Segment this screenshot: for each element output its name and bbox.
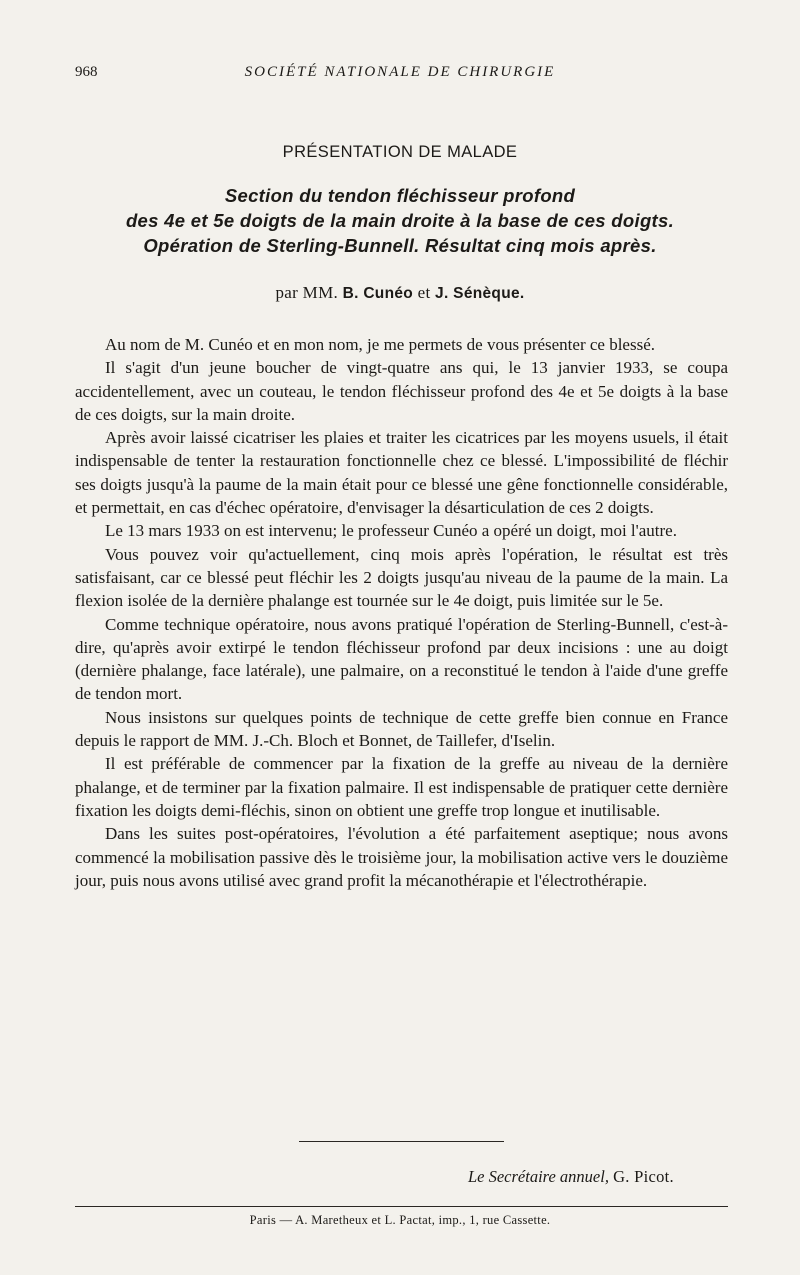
- paragraph: Comme technique opératoire, nous avons pratiqué l'opération de Sterling-Bunnell, c'est-à-dire, qu'après avoir extirpé le tendon fléchisseur profond par deux incisions : une au doigt (dernière phalange, face latérale), une palmaire, on a reconstitué le tendon à l'aide d'une greffe de tendon mort.: [75, 614, 728, 704]
- signature-name: G. Picot.: [613, 1167, 674, 1186]
- article-title-line-1: Section du tendon fléchisseur profond: [224, 185, 576, 206]
- signature-role: Le Secrétaire annuel,: [467, 1167, 609, 1186]
- article-body: [75, 333, 728, 892]
- paragraph: Nous insistons sur quelques points de technique de cette greffe bien connue en France depuis le rapport de MM. J.-Ch. Bloch et Bonnet, de Taillefer, d'Iselin.: [75, 707, 728, 751]
- paragraph: Après avoir laissé cicatriser les plaies et traiter les cicatrices par les moyens usuels, il était indispensable de tenter la restauration fonctionnelle chez ce blessé. L'impossibilité de fléchir ses doigts jusqu'à la paume de la main était pour ce blessé une gêne fonctionnelle considérable, et permettait, en cas d'échec opératoire, d'envisager la désarticulation de ces 2 doigts.: [75, 428, 728, 518]
- author-line: [0, 283, 800, 303]
- journal-title: SOCIÉTÉ NATIONALE DE CHIRURGIE: [244, 64, 556, 80]
- article-title-line-2: des 4e et 5e doigts de la main droite à la base de ces doigts.: [125, 210, 675, 231]
- paragraph: Au nom de M. Cunéo et en mon nom, je me permets de vous présenter ce blessé.: [105, 335, 656, 354]
- article-title-line-3: Opération de Sterling-Bunnell. Résultat cinq mois après.: [143, 235, 657, 256]
- author-2: J. Sénèque.: [435, 285, 525, 302]
- article-title: [60, 183, 740, 258]
- author-conjunction: et: [417, 283, 431, 302]
- page-number: 968: [75, 64, 98, 80]
- printer-imprint: Paris — A. Maretheux et L. Pactat, imp., 1, rue Cassette.: [249, 1213, 551, 1227]
- paragraph: Il est préférable de commencer par la fixation de la greffe au niveau de la dernière phalange, et de terminer par la fixation palmaire. Il est indispensable de pratiquer cette dernière fixation les doigts demi-fléchis, sinon on obtient une greffe trop longue et inutilisable.: [75, 754, 728, 820]
- author-prefix: par MM.: [275, 283, 339, 302]
- signature: [468, 1167, 674, 1187]
- paragraph: Il s'agit d'un jeune boucher de vingt-quatre ans qui, le 13 janvier 1933, se coupa accidentellement, avec un couteau, le tendon fléchisseur profond des 4e et 5e doigts à la base de ces doigts, sur la main droite.: [75, 358, 728, 424]
- section-title: PRÉSENTATION DE MALADE: [282, 143, 518, 161]
- end-divider: [299, 1141, 504, 1142]
- paragraph: Vous pouvez voir qu'actuellement, cinq mois après l'opération, le résultat est très satisfaisant, car ce blessé peut fléchir les 2 doigts jusqu'au niveau de la paume de la main. La flexion isolée de la dernière phalange est tournée sur le 4e doigt, puis limitée sur le 5e.: [75, 544, 728, 611]
- footer-divider: [75, 1206, 728, 1207]
- paragraph: Dans les suites post-opératoires, l'évolution a été parfaitement aseptique; nous avons commencé la mobilisation passive dès le troisième jour, la mobilisation active vers le douzième jour, puis nous avons utilisé avec grand profit la mécanothérapie et l'électrothérapie.: [75, 824, 728, 890]
- running-header: [75, 64, 725, 86]
- paragraph: Le 13 mars 1933 on est intervenu; le professeur Cunéo a opéré un doigt, moi l'autre.: [105, 521, 677, 541]
- author-1: B. Cunéo: [342, 285, 414, 302]
